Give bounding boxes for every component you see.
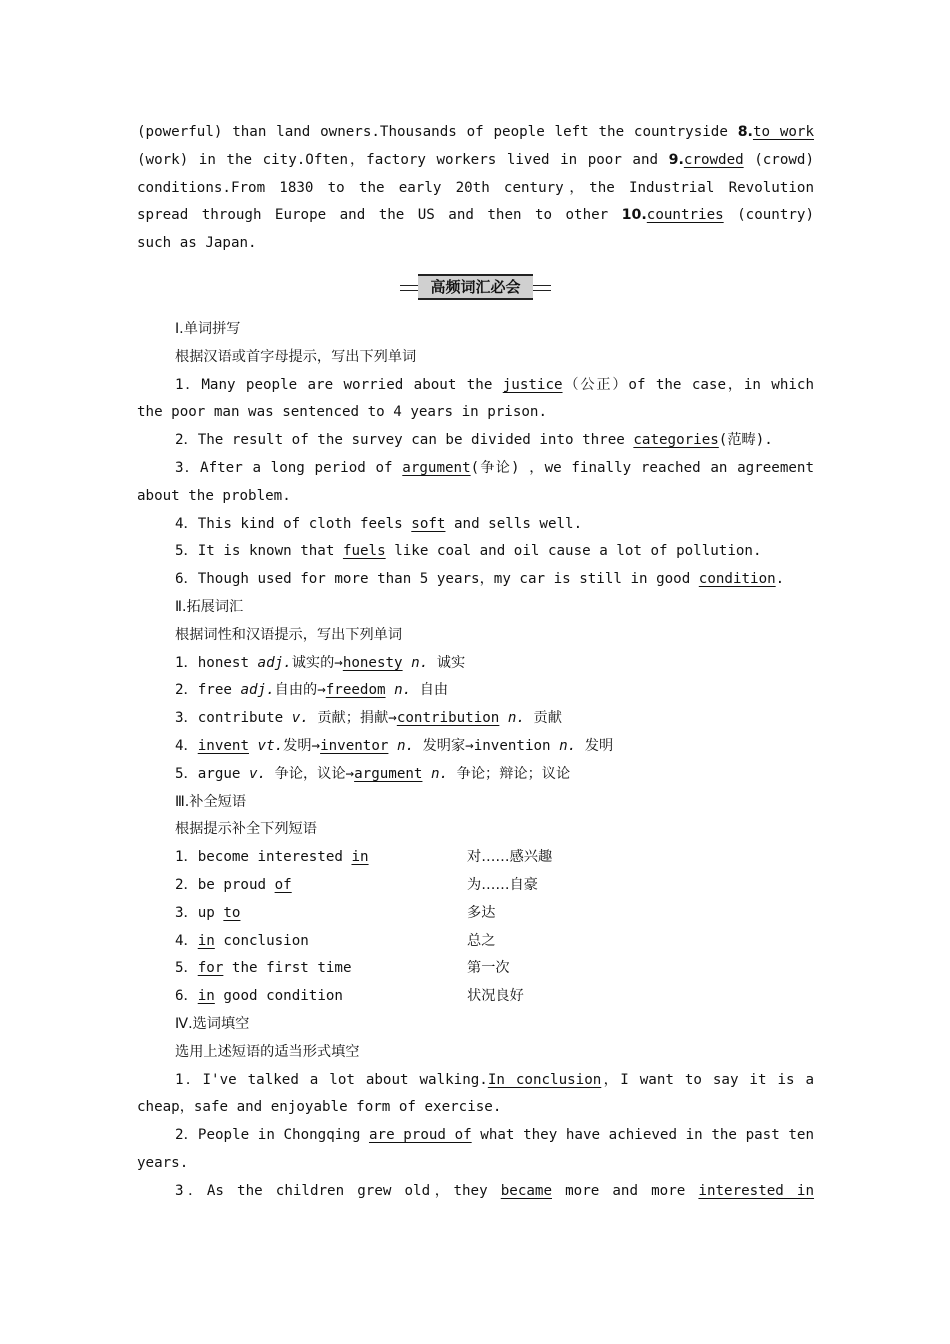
part-instruction: 根据提示补全下列短语 xyxy=(175,821,317,838)
answer: to xyxy=(223,904,241,921)
phrase-row: 2．be proud of 为……自豪 xyxy=(137,872,814,900)
part-instruction: 选用上述短语的适当形式填空 xyxy=(175,1043,360,1060)
exercise-item: 3．After a long period of argument(争论) ，we finally reached an agreement xyxy=(175,459,814,476)
phrase-meaning: 为……自豪 xyxy=(467,876,538,893)
exercise-item: 2．People in Chongqing are proud of what they have achieved in the past ten xyxy=(175,1127,814,1144)
answer: honesty xyxy=(342,654,403,671)
exercise-item: 5．argue v. 争论，议论→argument n. 争论；辩论；议论 xyxy=(175,765,571,782)
answer: In conclusion xyxy=(487,1071,602,1088)
answer: invent xyxy=(197,737,249,754)
phrase-meaning: 对……感兴趣 xyxy=(467,849,553,866)
exercise-item: 3．As the children grew old，they became more and more interested in xyxy=(175,1182,815,1199)
part-instruction: 根据汉语或首字母提示，写出下列单词 xyxy=(175,348,417,365)
section-header xyxy=(137,258,814,316)
exercise-item-cont: years. xyxy=(137,1154,189,1171)
exercise-item: 2．The result of the survey can be divided into three categories(范畴). xyxy=(175,432,773,449)
blank-number: 10. xyxy=(621,207,647,224)
answer: interested in xyxy=(698,1182,815,1199)
phrase-row: 3．up to 多达 xyxy=(137,900,814,928)
passage-line: (powerful) than land owners.Thousands of people left the countryside 8.to work xyxy=(137,124,815,140)
exercise-item: 1．I've talked a lot about walking.In conclusion，I want to say it is a xyxy=(175,1071,815,1088)
exercise-item-cont: cheap，safe and enjoyable form of exercise. xyxy=(137,1099,502,1116)
part-title: Ⅳ.选词填空 xyxy=(175,1015,250,1032)
exercise-item: 4．This kind of cloth feels soft and sells well. xyxy=(175,515,583,532)
answer: to work xyxy=(752,124,815,140)
part-title: Ⅱ.拓展词汇 xyxy=(175,598,244,615)
answer: countries xyxy=(646,207,724,224)
phrase-row: 6．in good condition 状况良好 xyxy=(137,983,814,1011)
answer: crowded xyxy=(683,151,744,168)
document-page xyxy=(137,119,814,1205)
answer: categories xyxy=(633,432,719,449)
exercise-item-cont: about the problem. xyxy=(137,487,291,504)
answer: in xyxy=(197,988,215,1005)
exercise-item: 1．honest adj.诚实的→honesty n. 诚实 xyxy=(175,654,466,671)
exercise-item-cont: the poor man was sentenced to 4 years in prison. xyxy=(137,404,547,421)
answer: became xyxy=(500,1182,552,1199)
exercise-item: 4．invent vt.发明→inventor n. 发明家→invention n. 发明 xyxy=(175,737,614,754)
exercise-item: 3．contribute v. 贡献；捐献→contribution n. 贡献 xyxy=(175,710,562,727)
answer: argument xyxy=(354,765,423,782)
answer: are proud of xyxy=(368,1127,472,1144)
phrase-meaning: 第一次 xyxy=(467,960,510,977)
blank-number: 8. xyxy=(737,124,753,140)
answer: fuels xyxy=(342,543,386,560)
phrase-meaning: 多达 xyxy=(467,904,496,921)
answer: inventor xyxy=(320,737,389,754)
answer: freedom xyxy=(325,682,386,699)
blank-number: 9. xyxy=(668,151,684,168)
passage-line: conditions.From 1830 to the early 20th century，the Industrial Revolution xyxy=(137,179,814,196)
answer: of xyxy=(274,876,292,893)
phrase-row: 5．for the first time 第一次 xyxy=(137,955,814,983)
answer: justice xyxy=(502,376,563,393)
part-instruction: 根据词性和汉语提示，写出下列单词 xyxy=(175,626,403,643)
exercise-item: 1．Many people are worried about the justice（公正）of the case，in which xyxy=(175,376,814,393)
phrase-meaning: 状况良好 xyxy=(467,988,524,1005)
phrase-row: 4．in conclusion 总之 xyxy=(137,928,814,956)
answer: for xyxy=(197,960,224,977)
section-header-title: 高频词汇必会 xyxy=(418,274,532,300)
passage-line: spread through Europe and the US and then to other 10.countries (country) xyxy=(137,207,814,224)
phrase-row: 1．become interested in 对……感兴趣 xyxy=(137,844,814,872)
exercise-item: 6．Though used for more than 5 years，my car is still in good condition. xyxy=(175,571,785,588)
answer: condition xyxy=(698,571,776,588)
answer: contribution xyxy=(396,710,500,727)
exercise-item: 2．free adj.自由的→freedom n. 自由 xyxy=(175,682,449,699)
exercise-item: 5．It is known that fuels like coal and oil cause a lot of pollution. xyxy=(175,543,762,560)
passage-line: such as Japan. xyxy=(137,235,257,252)
answer: in xyxy=(351,849,369,866)
answer: argument xyxy=(402,459,471,476)
part-title: Ⅲ.补全短语 xyxy=(175,793,247,810)
phrase-meaning: 总之 xyxy=(467,932,496,949)
answer: soft xyxy=(411,515,446,532)
passage-line: (work) in the city.Often，factory workers lived in poor and 9.crowded (crowd) xyxy=(137,151,814,168)
part-title: Ⅰ.单词拼写 xyxy=(175,320,241,337)
answer: in xyxy=(197,932,215,949)
